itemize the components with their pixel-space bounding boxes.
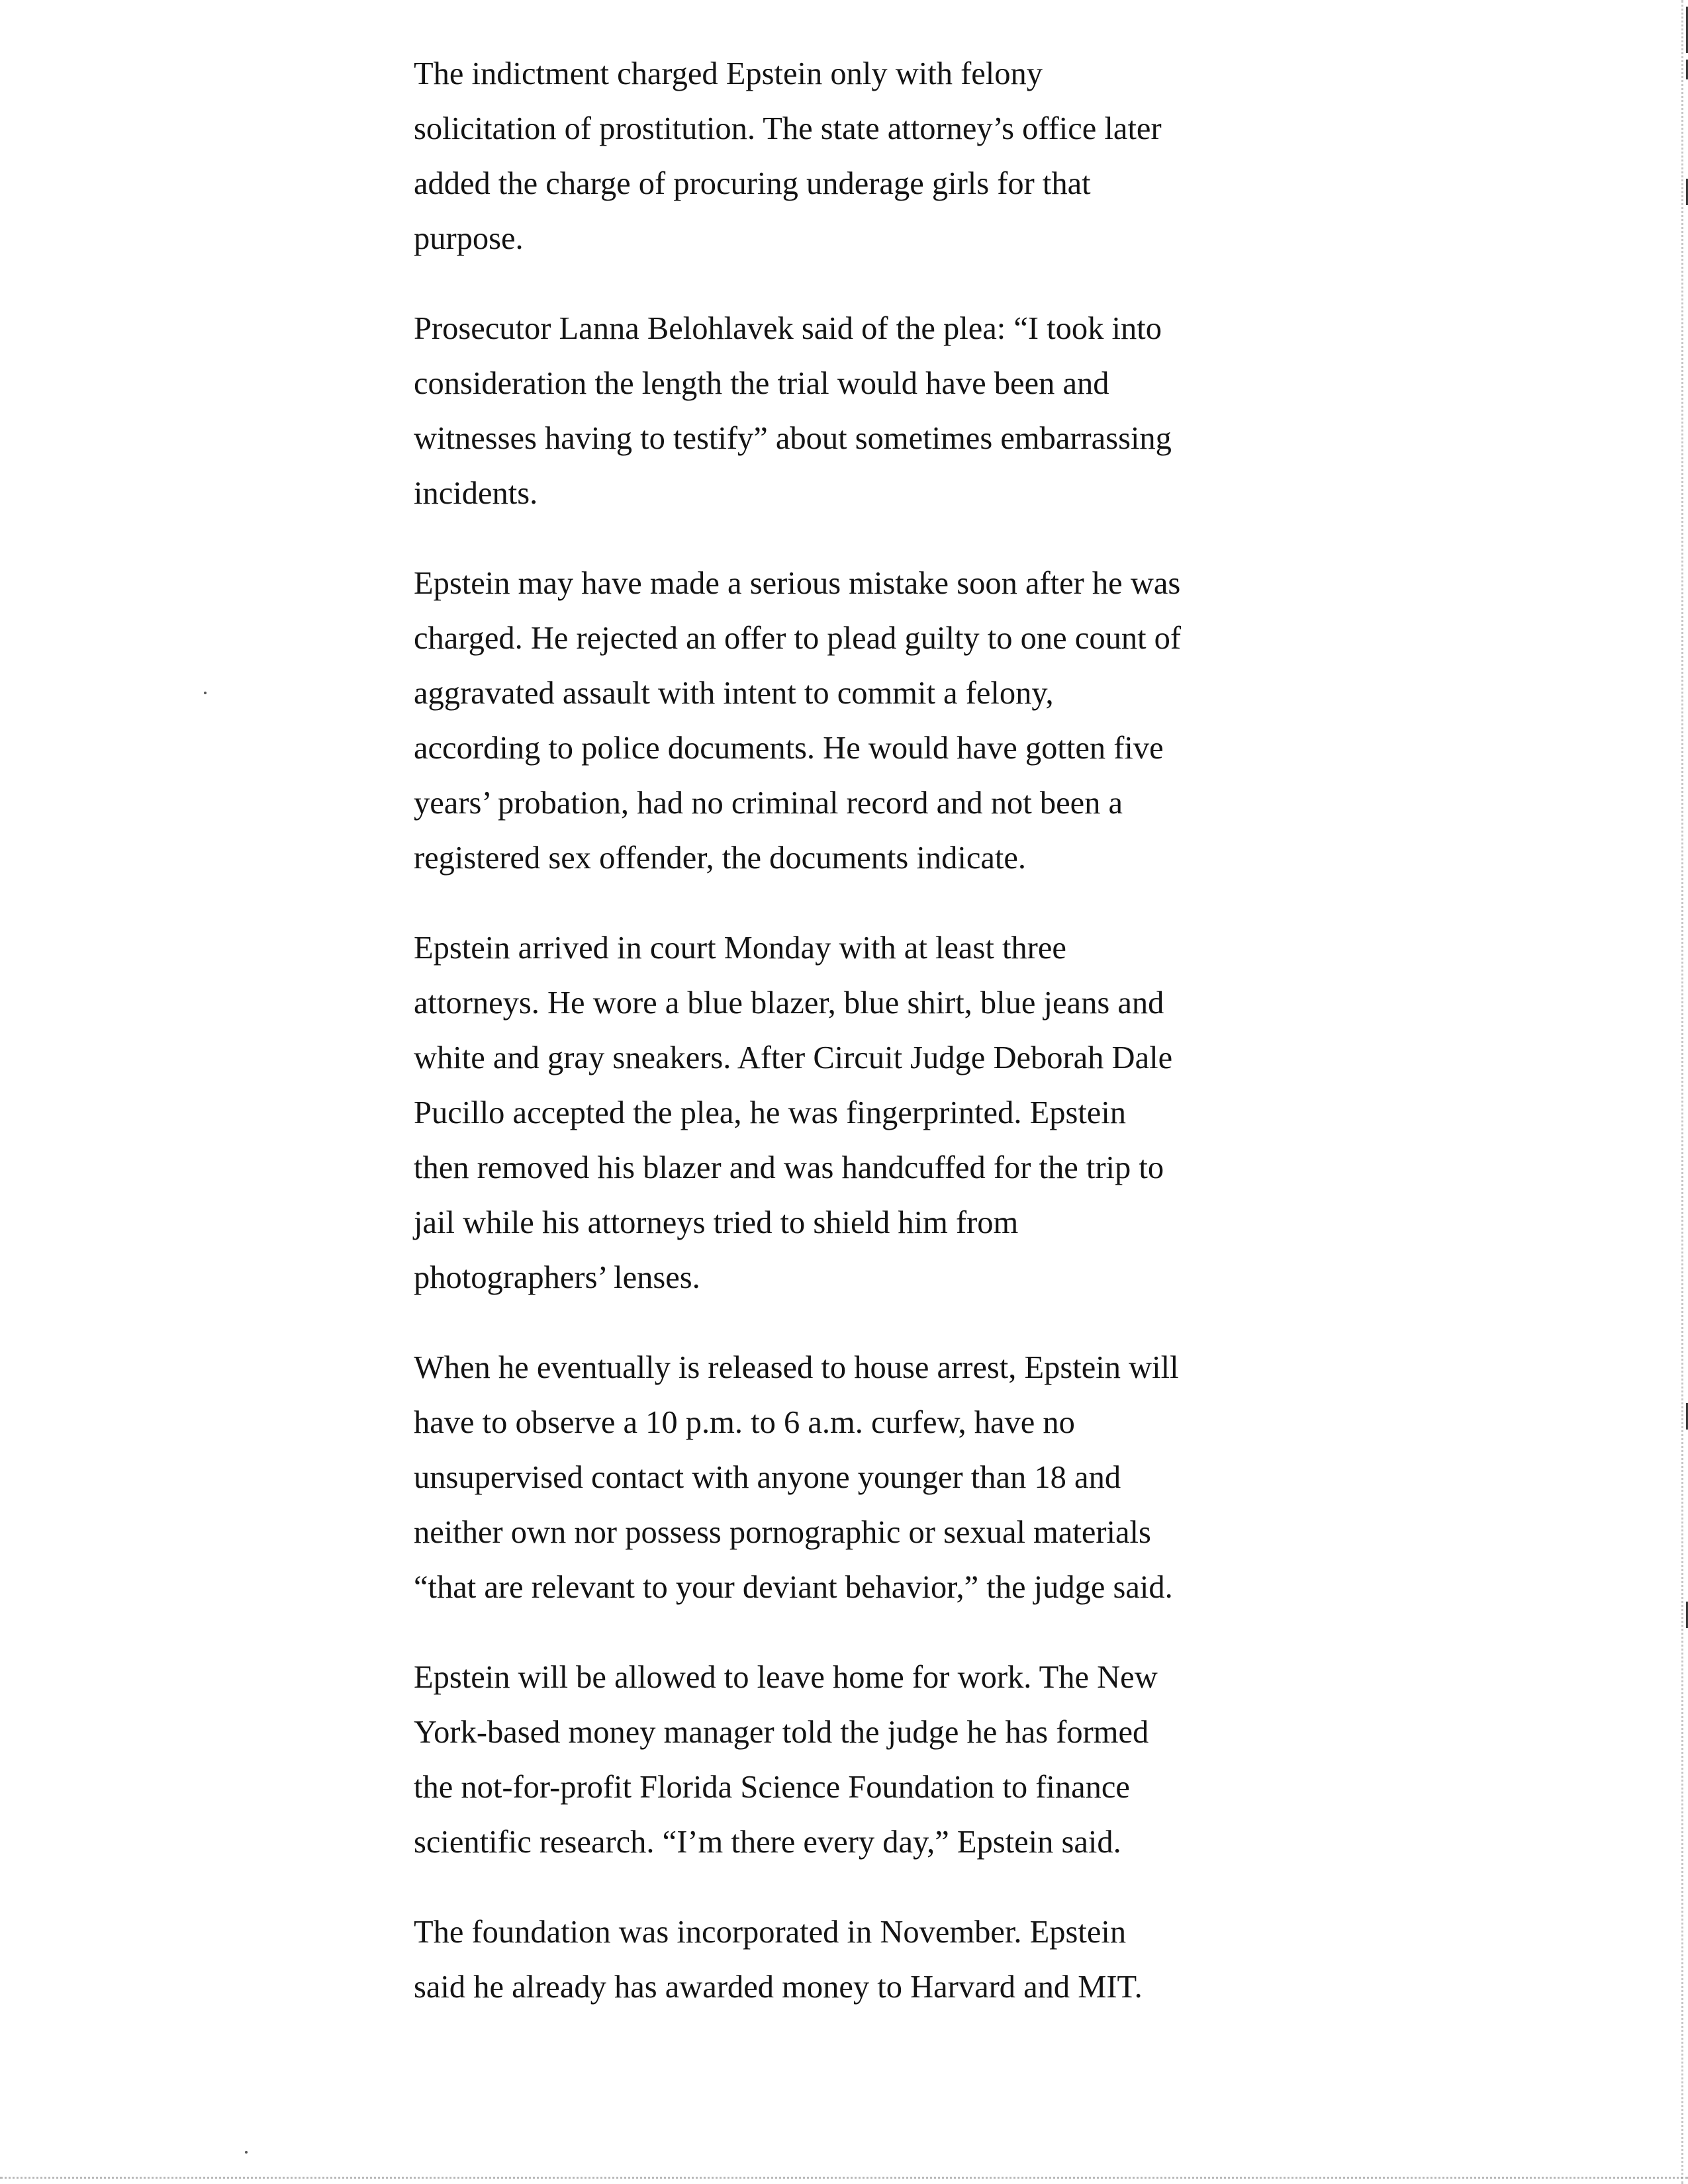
text-line: added the charge of procuring underage girls for that	[414, 166, 1091, 201]
text-line: photographers’ lenses.	[414, 1260, 700, 1295]
text-line: according to police documents. He would have gotten five	[414, 731, 1164, 766]
paragraph-rejected-offer	[414, 556, 1288, 886]
text-line: white and gray sneakers. After Circuit Judge Deborah Dale	[414, 1040, 1173, 1075]
text-line: York-based money manager told the judge he has formed	[414, 1715, 1149, 1750]
text-line: When he eventually is released to house arrest, Epstein will	[414, 1350, 1179, 1385]
text-line: “that are relevant to your deviant behavior,” the judge said.	[414, 1570, 1173, 1605]
paragraph-indictment	[414, 46, 1288, 266]
paragraph-foundation	[414, 1905, 1288, 2015]
text-line: then removed his blazer and was handcuffed for the trip to	[414, 1150, 1164, 1185]
text-line: aggravated assault with intent to commit a felony,	[414, 676, 1054, 711]
article-body	[414, 46, 1288, 2050]
text-line: charged. He rejected an offer to plead guilty to one count of	[414, 621, 1182, 656]
text-line: Pucillo accepted the plea, he was fingerprinted. Epstein	[414, 1095, 1127, 1130]
text-line: neither own nor possess pornographic or sexual materials	[414, 1515, 1151, 1550]
text-line: jail while his attorneys tried to shield him from	[414, 1205, 1019, 1240]
text-line: scientific research. “I’m there every day,” Epstein said.	[414, 1825, 1121, 1860]
text-line: attorneys. He wore a blue blazer, blue shirt, blue jeans and	[414, 985, 1164, 1021]
text-line: witnesses having to testify” about sometimes embarrassing	[414, 421, 1172, 456]
paragraph-work-release	[414, 1650, 1288, 1870]
paragraph-court-appearance	[414, 921, 1288, 1305]
text-line: incidents.	[414, 476, 538, 511]
text-line: Epstein arrived in court Monday with at least three	[414, 931, 1066, 966]
text-line: purpose.	[414, 221, 524, 256]
text-line: The foundation was incorporated in November. Epstein	[414, 1915, 1127, 1950]
text-line: unsupervised contact with anyone younger than 18 and	[414, 1460, 1121, 1495]
text-line: the not-for-profit Florida Science Foundation to finance	[414, 1770, 1130, 1805]
text-line: solicitation of prostitution. The state attorney’s office later	[414, 111, 1162, 146]
text-line: registered sex offender, the documents indicate.	[414, 841, 1027, 876]
text-line: years’ probation, had no criminal record and not been a	[414, 786, 1123, 821]
scan-edge-right	[1681, 0, 1686, 2184]
text-line: said he already has awarded money to Harvard and MIT.	[414, 1970, 1143, 2005]
text-line: have to observe a 10 p.m. to 6 a.m. curfew, have no	[414, 1405, 1075, 1440]
text-line: consideration the length the trial would have been and	[414, 366, 1109, 401]
paragraph-house-arrest	[414, 1340, 1288, 1615]
text-line: Epstein will be allowed to leave home for work. The New	[414, 1660, 1158, 1695]
scan-edge-bottom	[0, 2177, 1688, 2181]
text-line: Prosecutor Lanna Belohlavek said of the plea: “I took into	[414, 311, 1162, 346]
text-line: Epstein may have made a serious mistake soon after he was	[414, 566, 1181, 601]
paragraph-prosecutor-quote	[414, 301, 1288, 521]
text-line: The indictment charged Epstein only with felony	[414, 56, 1043, 91]
scan-speck	[204, 692, 207, 694]
scan-speck	[245, 2151, 248, 2154]
